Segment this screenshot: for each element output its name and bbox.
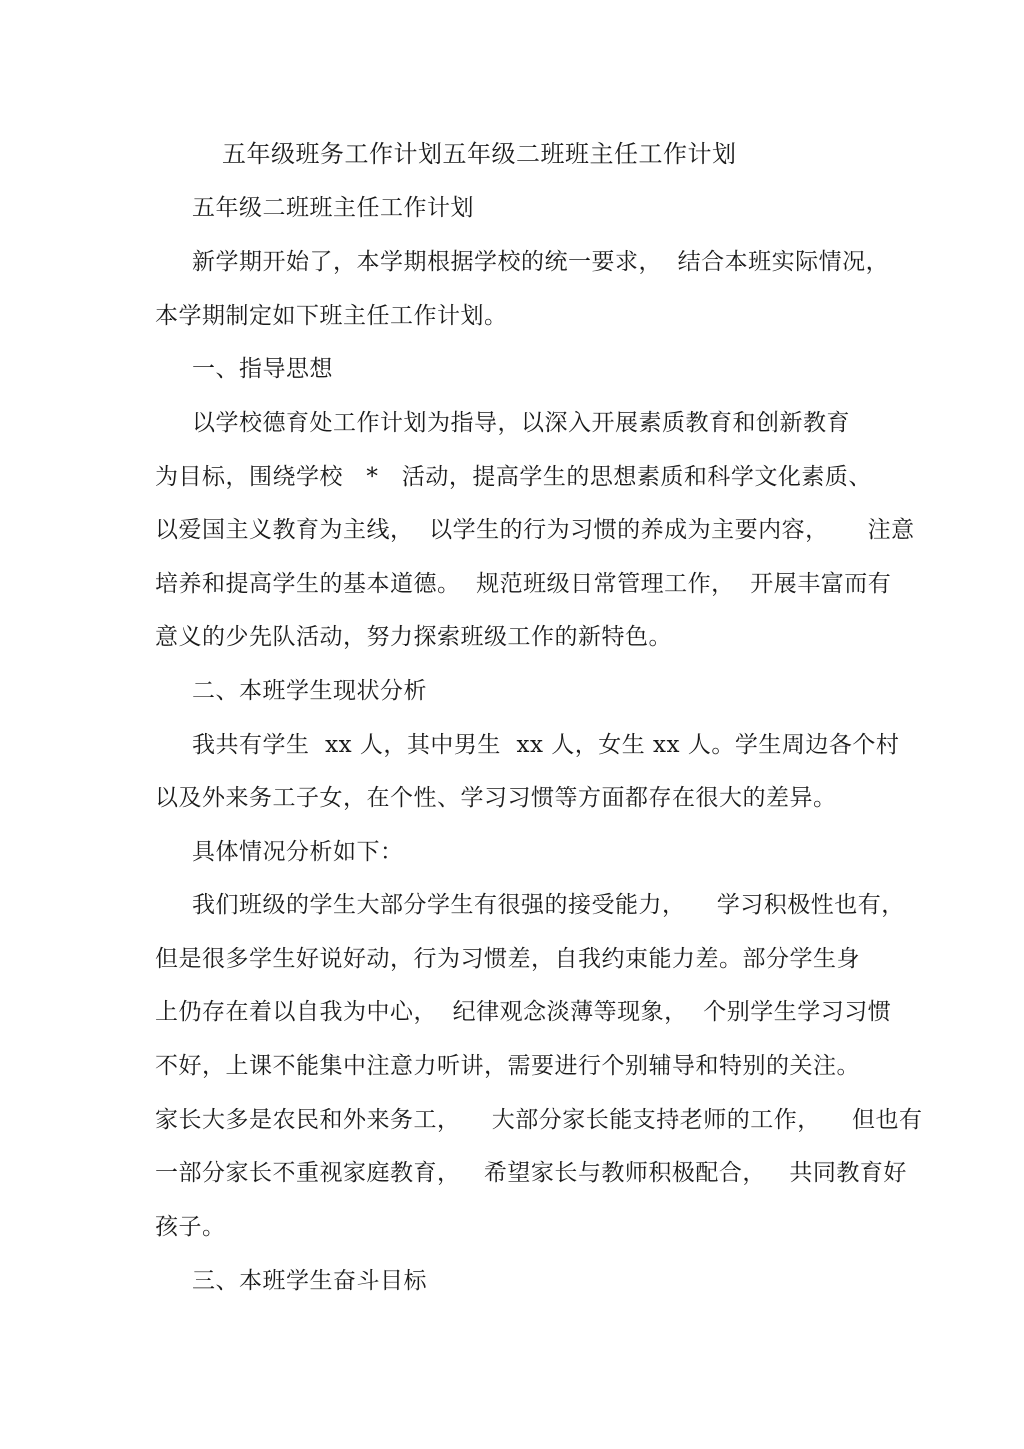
section-heading: 二、本班学生现状分析 bbox=[192, 678, 427, 704]
document-title: 五年级班务工作计划五年级二班班主任工作计划 bbox=[222, 140, 737, 168]
paragraph-line: 我共有学生 xx 人，其中男生 xx 人，女生 xx 人。学生周边各个村 bbox=[192, 732, 900, 758]
paragraph-line: 培养和提高学生的基本道德。 规范班级日常管理工作， 开展丰富而有 bbox=[155, 571, 892, 597]
document-subtitle: 五年级二班班主任工作计划 bbox=[192, 195, 474, 221]
paragraph-line: 一部分家长不重视家庭教育， 希望家长与教师积极配合， 共同教育好 bbox=[155, 1160, 907, 1186]
paragraph-line: 以爱国主义教育为主线， 以学生的行为习惯的养成为主要内容， 注意 bbox=[155, 517, 915, 543]
paragraph-line: 我们班级的学生大部分学生有很强的接受能力， 学习积极性也有， bbox=[192, 892, 905, 918]
paragraph-line: 但是很多学生好说好动，行为习惯差，自我约束能力差。部分学生身 bbox=[155, 946, 860, 972]
paragraph-line: 意义的少先队活动，努力探索班级工作的新特色。 bbox=[155, 624, 672, 650]
paragraph-line: 新学期开始了，本学期根据学校的统一要求， 结合本班实际情况， bbox=[192, 249, 890, 275]
paragraph-line: 家长大多是农民和外来务工， 大部分家长能支持老师的工作， 但也有 bbox=[155, 1107, 923, 1133]
paragraph-line: 上仍存在着以自我为中心， 纪律观念淡薄等现象， 个别学生学习习惯 bbox=[155, 999, 892, 1025]
paragraph-line: 本学期制定如下班主任工作计划。 bbox=[155, 303, 508, 329]
paragraph-line: 为目标，围绕学校 * 活动，提高学生的思想素质和科学文化素质、 bbox=[155, 464, 872, 490]
paragraph-line: 以及外来务工子女，在个性、学习习惯等方面都存在很大的差异。 bbox=[155, 785, 837, 811]
paragraph-line: 孩子。 bbox=[155, 1214, 226, 1240]
section-heading: 三、本班学生奋斗目标 bbox=[192, 1268, 427, 1294]
paragraph-line: 以学校德育处工作计划为指导，以深入开展素质教育和创新教育 bbox=[192, 410, 850, 436]
section-heading: 一、指导思想 bbox=[192, 356, 333, 382]
paragraph-line: 不好，上课不能集中注意力听讲，需要进行个别辅导和特别的关注。 bbox=[155, 1053, 860, 1079]
paragraph-line: 具体情况分析如下： bbox=[192, 839, 404, 865]
